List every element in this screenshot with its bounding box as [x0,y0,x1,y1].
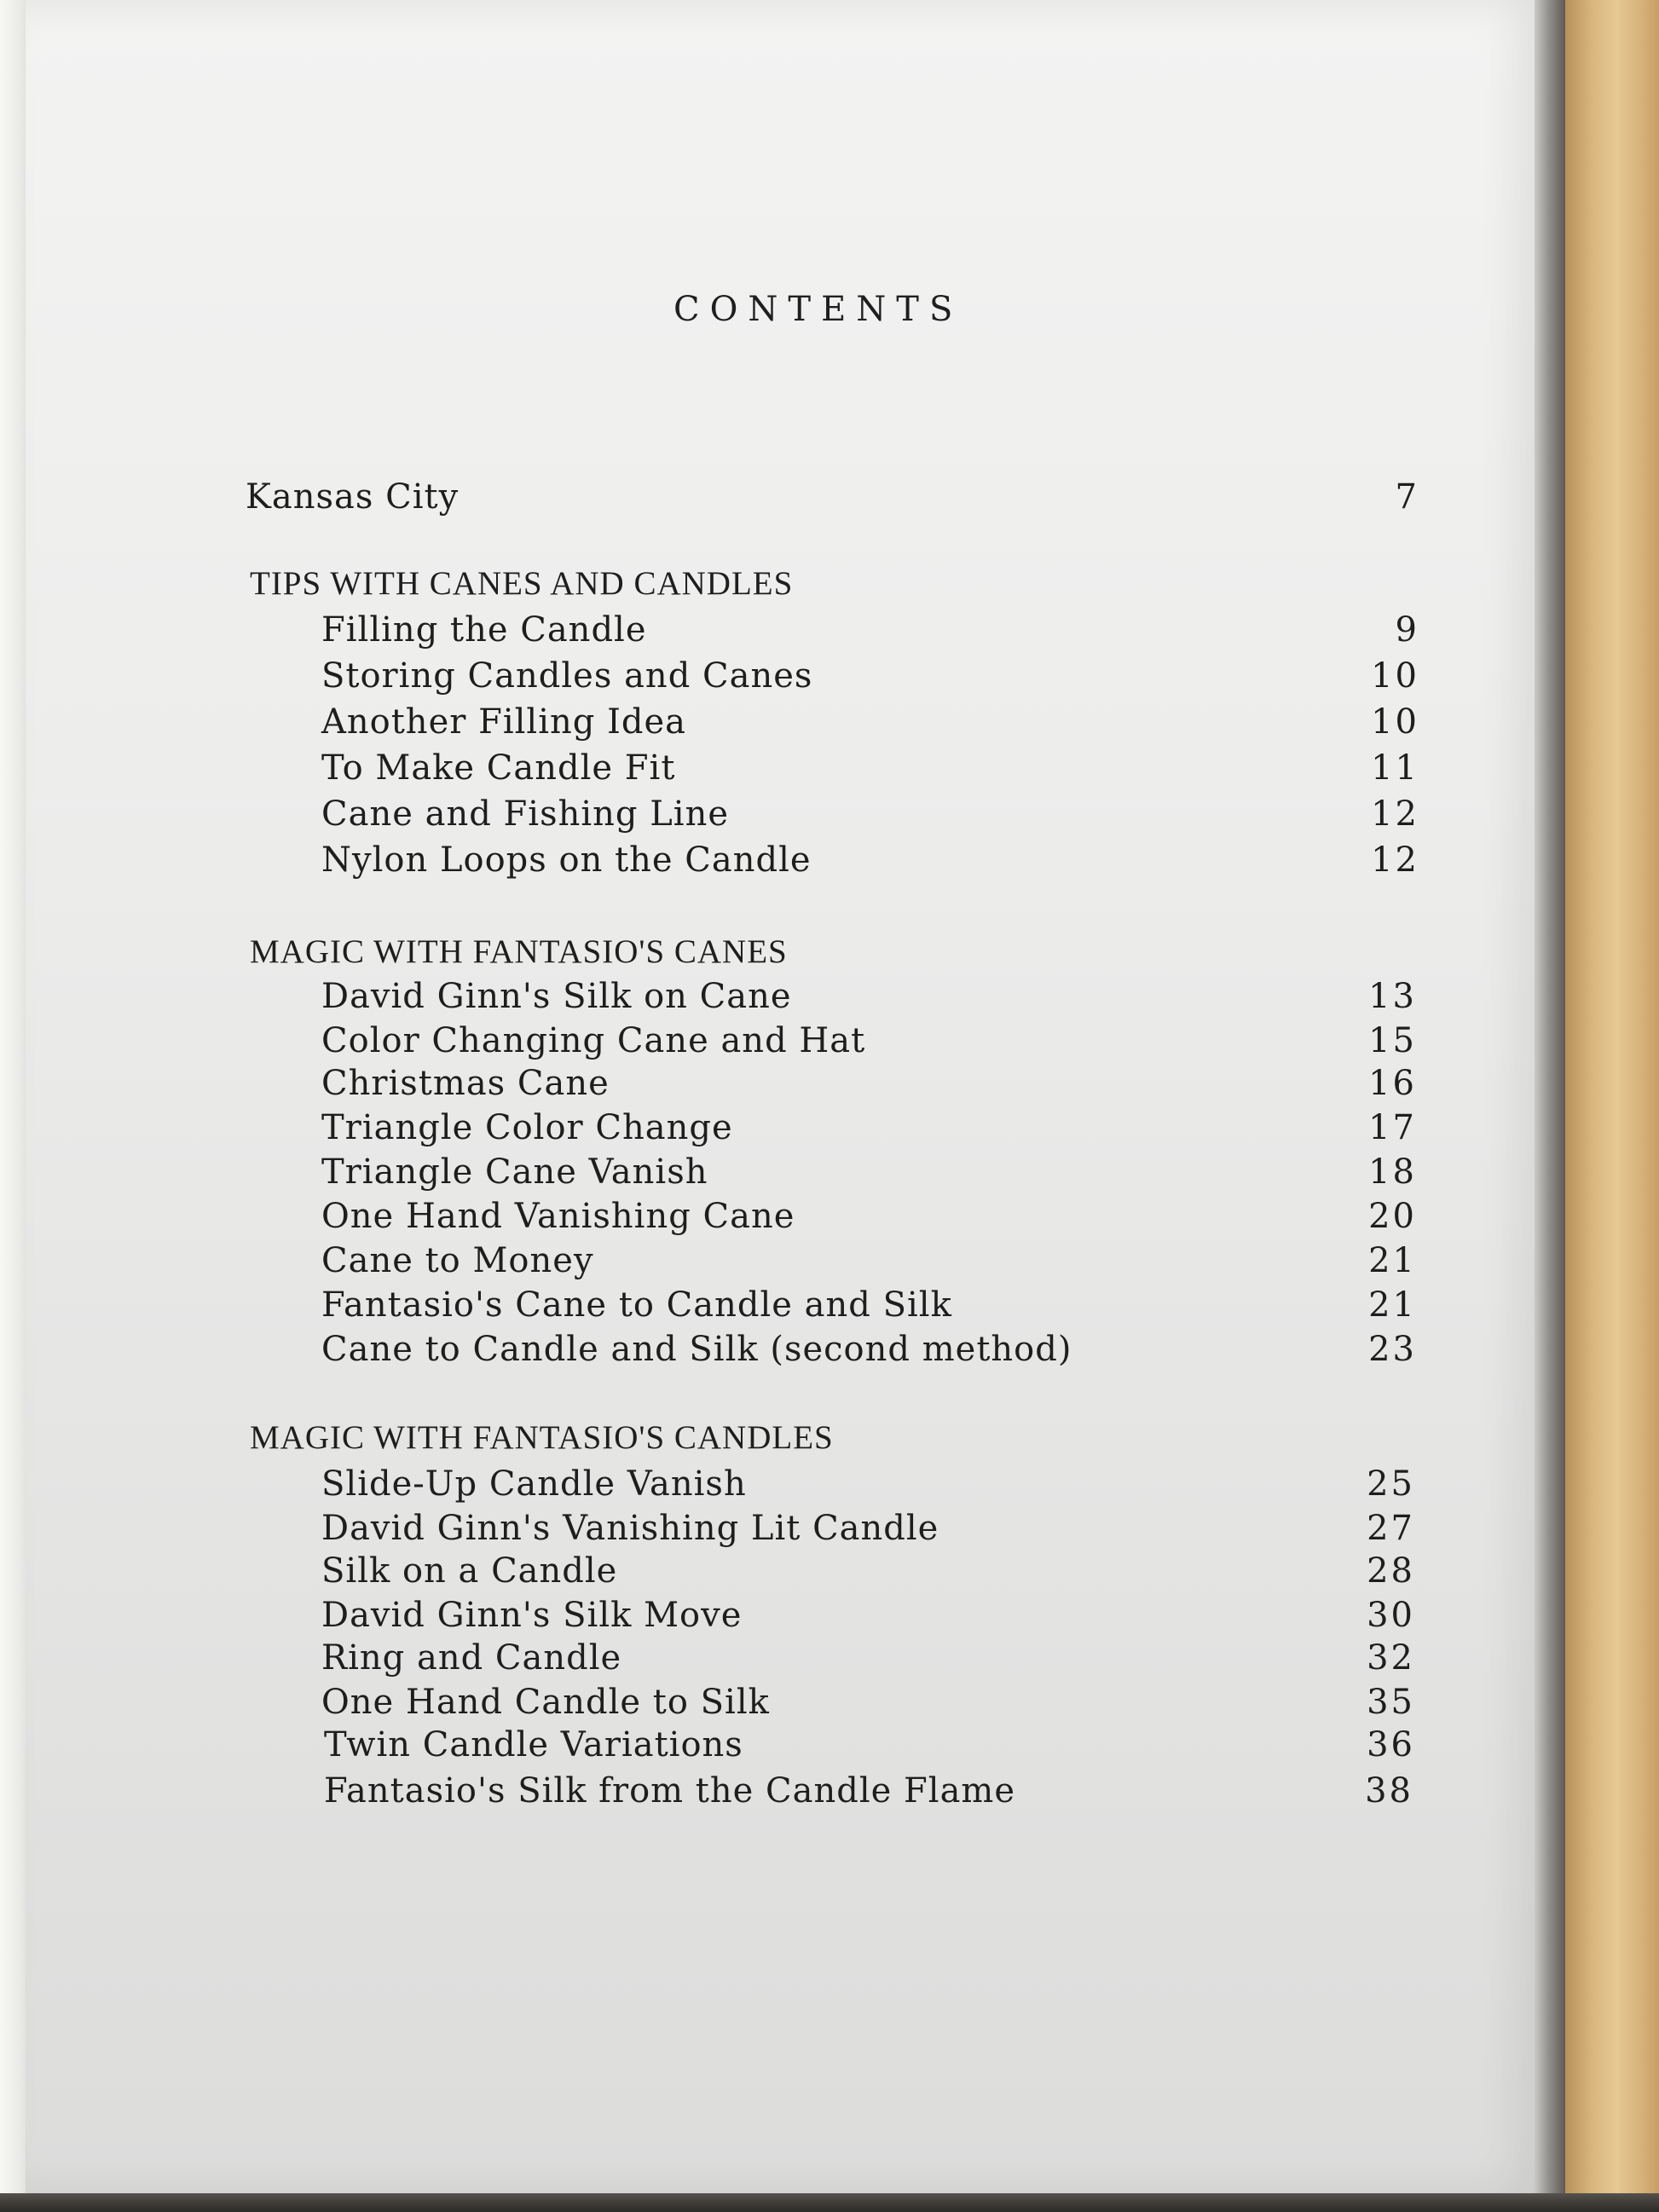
toc-entry-page: 36 [1367,1725,1415,1764]
toc-entry-page: 15 [1368,1021,1417,1060]
toc-entry [0,1771,1517,1814]
toc-entry-page: 32 [1367,1638,1415,1678]
toc-entry [0,1064,1517,1106]
toc-entry-page: 10 [1371,656,1419,696]
toc-entry-title: Cane and Fishing Line [321,794,730,834]
bottom-edge [0,2193,1659,2212]
toc-entry [0,1638,1517,1681]
toc-entry [0,1330,1517,1372]
toc-entry [0,1683,1517,1725]
contents-title: CONTENTS [673,290,963,329]
toc-entry-title: Cane to Candle and Silk (second method) [321,1330,1072,1369]
toc-entry-title: Nylon Loops on the Candle [321,840,812,880]
toc-entry-page: 12 [1371,840,1419,880]
toc-entry [0,1464,1517,1507]
toc-entry [0,656,1517,699]
section-heading: MAGIC WITH FANTASIO'S CANDLES [250,1419,834,1456]
toc-entry-title: Christmas Cane [321,1064,610,1103]
toc-entry-title: Silk on a Candle [321,1551,618,1591]
toc-entry-page: 25 [1367,1464,1415,1504]
toc-entry [0,1285,1517,1328]
toc-entry-title: Triangle Color Change [321,1108,733,1147]
toc-entry-page: 9 [1395,610,1419,650]
toc-entry [0,610,1517,653]
page-spine-shadow [1535,0,1565,2212]
toc-entry-page: 28 [1367,1551,1415,1591]
toc-entry-page: 7 [1395,477,1419,517]
toc-entry [0,1241,1517,1284]
toc-entry [0,977,1517,1019]
toc-entry-title: Filling the Candle [321,610,647,650]
section-heading: MAGIC WITH FANTASIO'S CANES [250,933,788,970]
toc-entry-title: Ring and Candle [321,1638,622,1678]
toc-entry-title: David Ginn's Silk Move [321,1596,743,1635]
toc-entry [0,840,1517,883]
toc-entry-title: Color Changing Cane and Hat [321,1021,866,1060]
toc-entry-page: 11 [1371,748,1419,788]
toc-entry-page: 18 [1368,1152,1417,1192]
toc-entry-page: 30 [1367,1596,1415,1635]
toc-entry [0,1152,1517,1195]
section-heading: TIPS WITH CANES AND CANDLES [250,565,794,602]
toc-entry-page: 20 [1368,1197,1417,1236]
toc-entry [0,1551,1517,1594]
toc-entry-title: David Ginn's Vanishing Lit Candle [321,1509,939,1548]
toc-entry-page: 23 [1368,1330,1417,1369]
toc-entry-title: Another Filling Idea [321,702,687,742]
toc-entry-title: Fantasio's Silk from the Candle Flame [324,1771,1016,1811]
toc-entry [0,1596,1517,1638]
toc-entry-page: 21 [1368,1285,1417,1325]
toc-entry-title: One Hand Vanishing Cane [321,1197,795,1236]
toc-entry-page: 13 [1368,977,1417,1016]
toc-entry [0,1197,1517,1239]
toc-entry-page: 10 [1371,702,1419,742]
toc-entry [0,1725,1517,1768]
wood-background [1565,0,1659,2212]
toc-entry-page: 12 [1371,794,1419,834]
toc-entry-title: David Ginn's Silk on Cane [321,977,792,1016]
toc-entry-title: Storing Candles and Canes [321,656,813,696]
toc-entry [0,702,1517,745]
toc-entry-page: 38 [1365,1771,1413,1811]
toc-entry-title: Slide-Up Candle Vanish [321,1464,747,1504]
toc-entry-intro [0,477,1517,520]
toc-entry [0,748,1517,791]
toc-entry-title: Triangle Cane Vanish [321,1152,708,1192]
toc-entry-title: To Make Candle Fit [321,748,676,788]
toc-entry-title: Kansas City [246,477,460,517]
toc-entry [0,1509,1517,1551]
toc-entry [0,794,1517,837]
toc-entry-page: 21 [1368,1241,1417,1280]
toc-entry-page: 35 [1367,1683,1415,1722]
toc-entry-page: 16 [1368,1064,1417,1103]
toc-entry [0,1021,1517,1064]
toc-entry-page: 17 [1368,1108,1417,1147]
toc-entry-title: Fantasio's Cane to Candle and Silk [321,1285,952,1325]
toc-entry-page: 27 [1367,1509,1415,1548]
toc-entry-title: Twin Candle Variations [324,1725,743,1764]
toc-entry-title: Cane to Money [321,1241,594,1280]
toc-entry [0,1108,1517,1151]
toc-entry-title: One Hand Candle to Silk [321,1683,770,1722]
